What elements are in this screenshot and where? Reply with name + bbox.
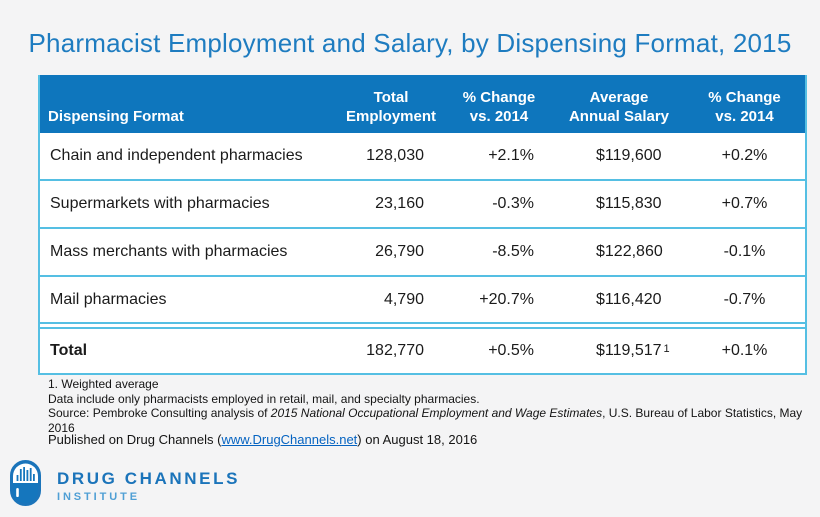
salary-change-cell: -0.1% bbox=[723, 243, 766, 260]
published-line: Published on Drug Channels (www.DrugChannels.net) on August 18, 2016 bbox=[48, 432, 478, 447]
source-report-title: 2015 National Occupational Employment and Wage Estimates bbox=[270, 406, 603, 420]
total-row-divider bbox=[40, 322, 805, 329]
total-employment-change-cell: +0.5% bbox=[488, 342, 534, 359]
drugchannels-link[interactable]: www.DrugChannels.net bbox=[221, 432, 358, 447]
header-average-annual-salary: Average Annual Salary bbox=[568, 89, 670, 125]
format-cell: Mail pharmacies bbox=[50, 290, 167, 308]
header-total-employment: Total Employment bbox=[345, 89, 436, 125]
employment-cell: 4,790 bbox=[383, 290, 424, 308]
table-row bbox=[40, 181, 805, 229]
header-dispensing-format: Dispensing Format bbox=[48, 108, 184, 125]
salary-change-cell: +0.2% bbox=[721, 147, 768, 164]
page-title: Pharmacist Employment and Salary, by Dispensing Format, 2015 bbox=[28, 28, 792, 58]
logo-name: DRUG CHANNELS bbox=[57, 468, 241, 488]
footnote-data-scope: Data include only pharmacists employed in retail, mail, and specialty pharmacies. bbox=[48, 391, 480, 406]
total-salary-change-cell: +0.1% bbox=[721, 342, 768, 359]
table-header-row bbox=[40, 75, 805, 133]
salary-change-cell: +0.7% bbox=[721, 195, 768, 212]
employment-cell: 128,030 bbox=[366, 147, 424, 164]
header-pct-change-employment: % Change vs. 2014 bbox=[462, 89, 536, 125]
footnote-weighted-average: 1. Weighted average bbox=[48, 377, 159, 391]
table-row bbox=[40, 133, 805, 181]
table-row bbox=[40, 277, 805, 322]
capsule-icon bbox=[10, 460, 41, 511]
table-total-row bbox=[40, 329, 805, 373]
total-label: Total bbox=[50, 342, 88, 359]
drug-channels-logo bbox=[10, 460, 240, 511]
salary-change-cell: -0.7% bbox=[723, 290, 766, 308]
header-pct-change-salary: % Change vs. 2014 bbox=[708, 89, 781, 125]
salary-cell: $115,830 bbox=[596, 195, 662, 212]
footnotes bbox=[48, 377, 820, 435]
total-employment-cell: 182,770 bbox=[366, 342, 424, 359]
footnote-marker: 1 bbox=[663, 343, 670, 355]
salary-cell: $122,860 bbox=[596, 243, 663, 260]
logo-subtitle: INSTITUTE bbox=[57, 490, 140, 503]
format-cell: Chain and independent pharmacies bbox=[50, 147, 303, 164]
employment-salary-table bbox=[38, 75, 807, 375]
employment-change-cell: +2.1% bbox=[488, 147, 534, 164]
salary-cell: $119,600 bbox=[596, 147, 662, 164]
format-cell: Mass merchants with pharmacies bbox=[50, 243, 288, 260]
format-cell: Supermarkets with pharmacies bbox=[50, 195, 270, 212]
table-row bbox=[40, 229, 805, 277]
footnote-source: Source: Pembroke Consulting analysis of 2015 National Occupational Employment and Wage Estimates, U.S. Bureau of Labor Statistics, May 2016 bbox=[48, 406, 803, 435]
total-salary-cell: $119,517 $^1$ bbox=[596, 342, 670, 359]
employment-change-cell: -8.5% bbox=[492, 243, 534, 260]
employment-cell: 26,790 bbox=[375, 243, 424, 260]
employment-cell: 23,160 bbox=[375, 195, 424, 212]
salary-cell: $116,420 bbox=[596, 290, 662, 308]
employment-change-cell: -0.3% bbox=[492, 195, 534, 212]
employment-change-cell: +20.7% bbox=[479, 290, 534, 308]
